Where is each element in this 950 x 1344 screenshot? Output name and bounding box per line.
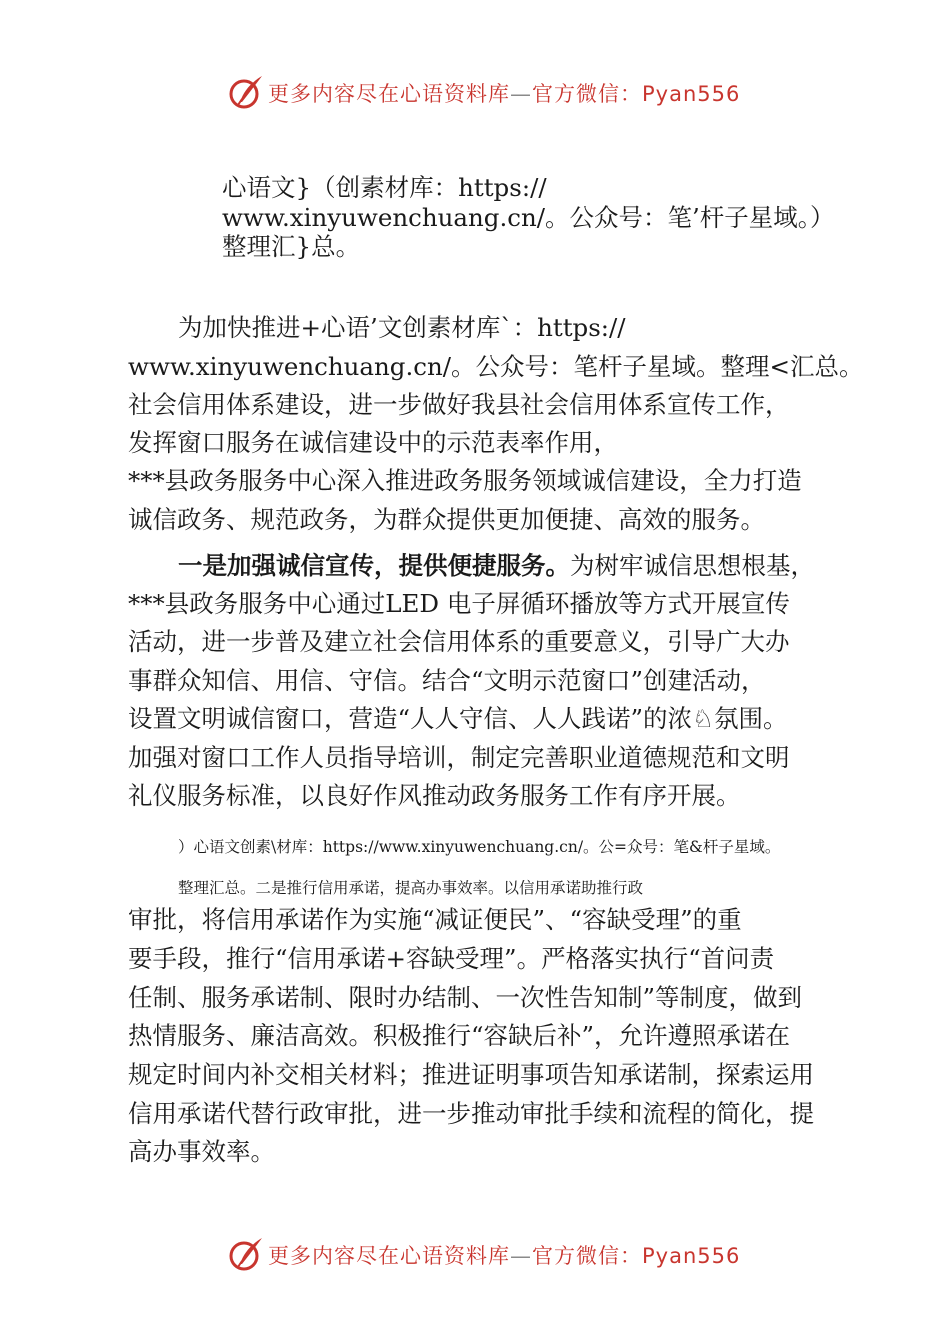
para2-heading: 一是加强诚信宣传，提供便捷服务。 xyxy=(178,551,570,580)
banner-main: 更多内容尽在心语资料库 xyxy=(268,1244,510,1268)
top-line-2: www.xinyuwenchuang.cn/。公众号：笔’杆子星域。） xyxy=(222,203,835,232)
header-banner xyxy=(0,70,950,114)
para1-line-5: ***县政务服务中心深入推进政务服务领域诚信建设，全力打造 xyxy=(128,466,802,495)
quill-logo-icon xyxy=(226,72,266,112)
para2-line-2: ***县政务服务中心通过LED 电子屏循环播放等方式开展宣传 xyxy=(128,589,790,618)
para3-line-5: 规定时间内补交相关材料；推进证明事项告知承诺制，探索运用 xyxy=(128,1060,814,1089)
para2-line-1 xyxy=(178,551,815,581)
banner-text xyxy=(268,1240,740,1270)
para2-line-6: 加强对窗口工作人员指导培训，制定完善职业道德规范和文明 xyxy=(128,743,790,772)
banner-main: 更多内容尽在心语资料库 xyxy=(268,82,510,106)
para2-line-5: 设置文明诚信窗口，营造“人人守信、人人践诺”的浓♘氛围。 xyxy=(128,704,788,733)
footer-banner xyxy=(0,1232,950,1276)
para1-line-6: 诚信政务、规范政务，为群众提供更加便捷、高效的服务。 xyxy=(128,505,765,534)
para3-line-6: 信用承诺代替行政审批，进一步推动审批手续和流程的简化，提 xyxy=(128,1099,814,1128)
para3-line-3: 任制、服务承诺制、限时办结制、一次性告知制”等制度，做到 xyxy=(128,983,803,1012)
small-line-1: ）心语文创素\材库：https://www.xinyuwenchuang.cn/。公=众号：笔&杆子星域。 xyxy=(178,838,781,856)
para1-line-2: www.xinyuwenchuang.cn/。公众号：笔杆子星域。整理<汇总。 xyxy=(128,352,864,381)
para1-line-3: 社会信用体系建设，进一步做好我县社会信用体系宣传工作， xyxy=(128,390,790,419)
quill-logo-icon xyxy=(226,1234,266,1274)
banner-dash: — xyxy=(510,82,532,106)
banner-dash: — xyxy=(510,1244,532,1268)
para3-line-4: 热情服务、廉洁高效。积极推行“容缺后补”，允许遵照承诺在 xyxy=(128,1021,791,1050)
small-line-2: 整理汇总。二是推行信用承诺，提高办事效率。以信用承诺助推行政 xyxy=(178,879,644,897)
para1-line-1: 为加快推进+心语’文创素材库`：https:// xyxy=(178,313,626,342)
banner-wechat: 官方微信：Pyan556 xyxy=(532,82,741,106)
para2-line-7: 礼仪服务标准，以良好作风推动政务服务工作有序开展。 xyxy=(128,781,741,810)
para3-line-7: 高办事效率。 xyxy=(128,1137,275,1166)
banner-wechat: 官方微信：Pyan556 xyxy=(532,1244,741,1268)
para2-first-rest: 为树牢诚信思想根基， xyxy=(570,551,815,580)
para3-line-2: 要手段，推行“信用承诺+容缺受理”。严格落实执行“首问责 xyxy=(128,944,775,973)
para1-line-4: 发挥窗口服务在诚信建设中的示范表率作用， xyxy=(128,428,618,457)
para3-line-1: 审批，将信用承诺作为实施“减证便民”、“容缺受理”的重 xyxy=(128,905,742,934)
top-line-1: 心语文}（创素材库：https:// xyxy=(222,173,547,202)
para2-line-3: 活动，进一步普及建立社会信用体系的重要意义，引导广大办 xyxy=(128,627,790,656)
top-line-3: 整理汇}总。 xyxy=(222,232,361,261)
banner-text xyxy=(268,78,740,108)
para2-line-4: 事群众知信、用信、守信。结合“文明示范窗口”创建活动， xyxy=(128,666,766,695)
